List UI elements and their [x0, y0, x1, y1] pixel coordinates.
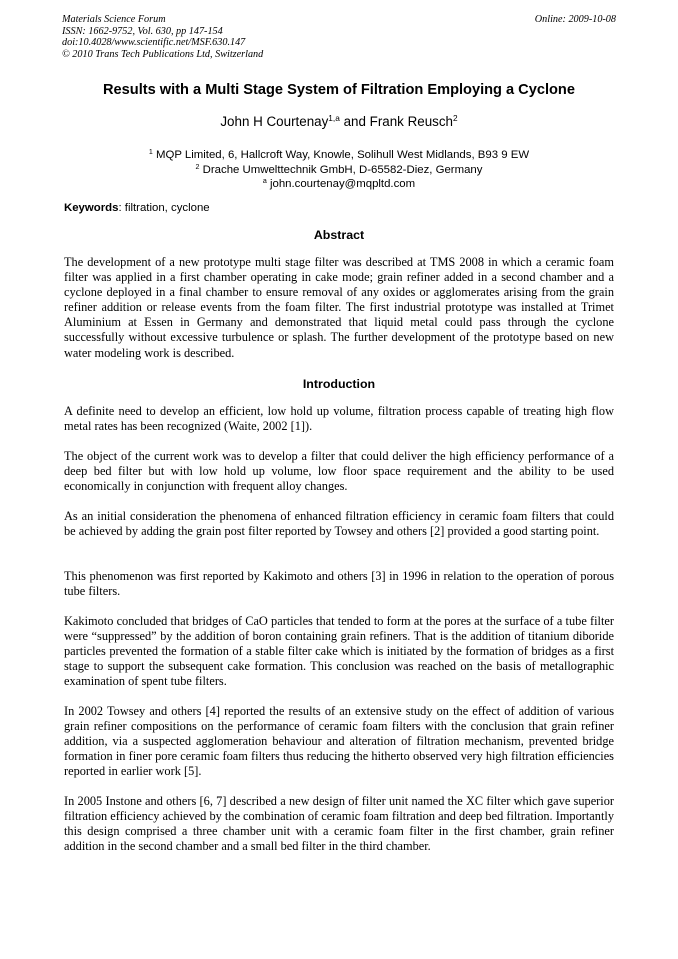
affiliation-text: Drache Umwelttechnik GmbH, D-65582-Diez, Germany: [202, 163, 483, 176]
affiliations: [40, 149, 638, 193]
affiliation: [40, 164, 638, 179]
keywords: [64, 201, 210, 215]
affiliation-superscript: 1: [148, 149, 153, 157]
keywords-label: Keywords: [64, 202, 119, 214]
body-paragraph: This phenomenon was first reported by Kakimoto and others [3] in 1996 in relation to the operation of porous tube filters.: [64, 569, 614, 599]
author-name: John H Courtenay: [220, 114, 329, 129]
affiliation: [40, 149, 638, 164]
body-paragraph: The object of the current work was to develop a filter that could deliver the high efficiency performance of a deep bed filter but with low hold up volume, low floor space requirement and the ability to be used economically in conjunction with frequent alloy changes.: [64, 449, 614, 494]
affiliation-text: MQP Limited, 6, Hallcroft Way, Knowle, Solihull West Midlands, B93 9 EW: [156, 149, 530, 161]
author-list: [40, 113, 638, 132]
body-paragraph: In 2005 Instone and others [6, 7] described a new design of filter unit named the XC filter which gave superior filtration efficiency achieved by the combination of ceramic foam filtration and deep bed filtration. Importantly this design comprised a three chamber unit with a ceramic foam filter in the first chamber, grain refiner addition in the second chamber and a small bed filter in the third chamber.: [64, 794, 614, 854]
author-superscript: 1,a: [328, 113, 340, 124]
journal-copyright: © 2010 Trans Tech Publications Ltd, Switzerland: [62, 48, 264, 60]
author-connector: and: [339, 114, 370, 129]
author-superscript: 2: [453, 113, 458, 124]
email-text: john.courtenay@mqpltd.com: [269, 178, 416, 191]
affiliation-email: [40, 178, 638, 193]
body-paragraph: In 2002 Towsey and others [4] reported the results of an extensive study on the effect of addition of various grain refiner compositions on the performance of ceramic foam filters with the conclusion that grain refiner addition, via a suspected agglomeration behaviour and alteration of filtration mechanism, prevented bridge formation in finer pore ceramic foam filters thus reducing the hitherto observed very high filtration efficiencies reported in earlier work [5].: [64, 704, 614, 779]
affiliation-superscript: 2: [195, 163, 200, 171]
body-paragraph: Kakimoto concluded that bridges of CaO particles that tended to form at the pores at the surface of a tube filter were “suppressed” by the addition of boron containing grain refiners. That is the addition of titanium diboride particles prevented the formation of a stable filter cake which is initiated by the formation of bridges as a first stage to support the subsequent cake formation. This conclusion was reached on the basis of metallographic examination of spent tube filters.: [64, 614, 614, 689]
affiliation-superscript: a: [262, 178, 267, 186]
body-paragraph: A definite need to develop an efficient, low hold up volume, filtration process capable of treating high flow metal rates has been recognized (Waite, 2002 [1]).: [64, 404, 614, 434]
introduction-heading: Introduction: [302, 377, 376, 391]
online-date: Online: 2009-10-08: [534, 14, 616, 25]
author-name: Frank Reusch: [369, 114, 453, 129]
journal-issn: ISSN: 1662-9752, Vol. 630, pp 147-154: [62, 25, 223, 37]
keywords-text: : filtration, cyclone: [118, 202, 210, 214]
journal-doi: doi:10.4028/www.scientific.net/MSF.630.147: [62, 37, 246, 49]
abstract-text: The development of a new prototype multi stage filter was described at TMS 2008 in which a ceramic foam filter was applied in a first chamber operating in cake mode; grain refiner added in a second chamber and a cyclone deployed in a final chamber to ensure removal of any oxides or agglomerates arising from the grain refiner addition or release events from the foam filter. The first industrial prototype was installed at Trimet Aluminium at Essen in Germany and demonstrated that liquid metal could pass through the cyclone successfully without excessive turbulence or splash. The further development of the prototype based on new water modeling work is described.: [64, 255, 614, 360]
paper-title: Results with a Multi Stage System of Filtration Employing a Cyclone: [103, 82, 575, 98]
journal-header: [62, 14, 263, 60]
abstract-heading: Abstract: [313, 228, 365, 242]
body-paragraph: As an initial consideration the phenomena of enhanced filtration efficiency in ceramic foam filters that could be achieved by adding the grain post filter reported by Towsey and others [2] provided a good starting point.: [64, 509, 614, 539]
journal-name: Materials Science Forum: [62, 14, 166, 25]
